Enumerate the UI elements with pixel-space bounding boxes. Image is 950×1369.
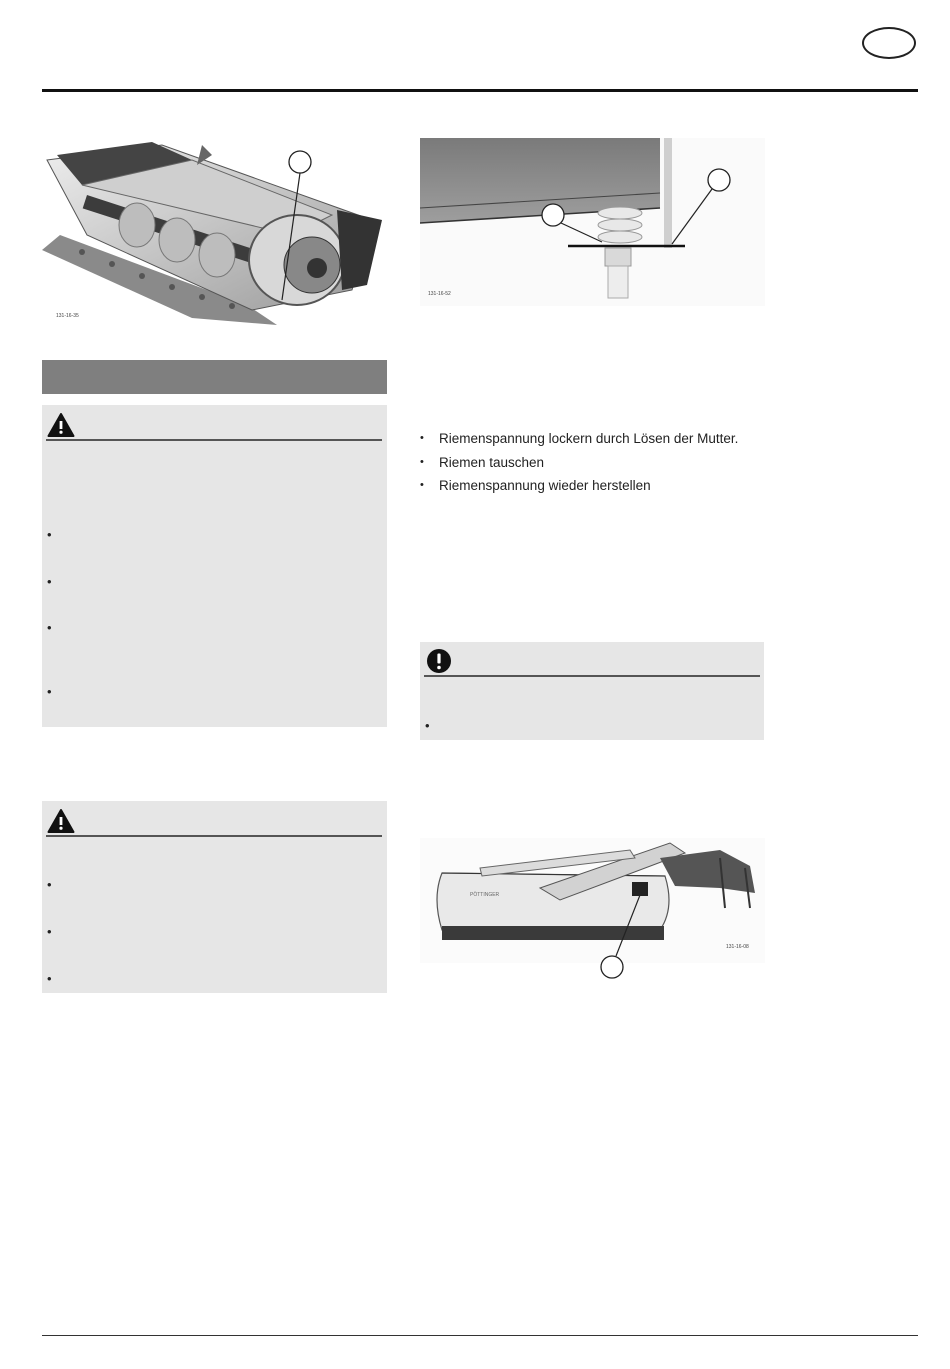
footer-rule — [42, 1335, 918, 1336]
bullet-marker: • — [47, 574, 52, 589]
section-header-bar — [42, 360, 387, 394]
brand-label: PÖTTINGER — [470, 892, 500, 898]
figure-rotor-housing — [42, 140, 387, 330]
exclamation-circle-icon — [426, 648, 452, 674]
figure-mower-side-view — [420, 838, 765, 983]
bullet-marker: • — [47, 527, 52, 542]
warning-triangle-icon — [47, 808, 75, 834]
bullet-marker: • — [47, 971, 52, 986]
figure-code-rotor: 131-16-35 — [56, 313, 79, 319]
warning-rule — [46, 835, 382, 837]
bullet-marker: • — [47, 924, 52, 939]
notice-box — [420, 642, 764, 740]
figure-code-spring: 131-16-52 — [428, 291, 451, 297]
figure-code-mower: 131-16-08 — [726, 944, 749, 950]
belt-change-steps — [420, 427, 840, 498]
figure-tension-spring — [420, 138, 765, 306]
bullet-marker: • — [47, 684, 52, 699]
bullet-marker: • — [47, 620, 52, 635]
language-badge-oval — [862, 27, 916, 59]
list-item: • Riemenspannung lockern durch Lösen der Mutter. — [420, 431, 739, 446]
warning-rule — [46, 439, 382, 441]
bullet-marker: • — [425, 718, 430, 733]
warning-triangle-icon — [47, 412, 75, 438]
bullet-marker: • — [47, 877, 52, 892]
warning-box-2 — [42, 801, 387, 993]
header-rule — [42, 89, 918, 92]
warning-box-1 — [42, 405, 387, 727]
notice-rule — [424, 675, 760, 677]
list-item: • Riemenspannung wieder herstellen — [420, 478, 651, 493]
list-item: • Riemen tauschen — [420, 454, 545, 470]
